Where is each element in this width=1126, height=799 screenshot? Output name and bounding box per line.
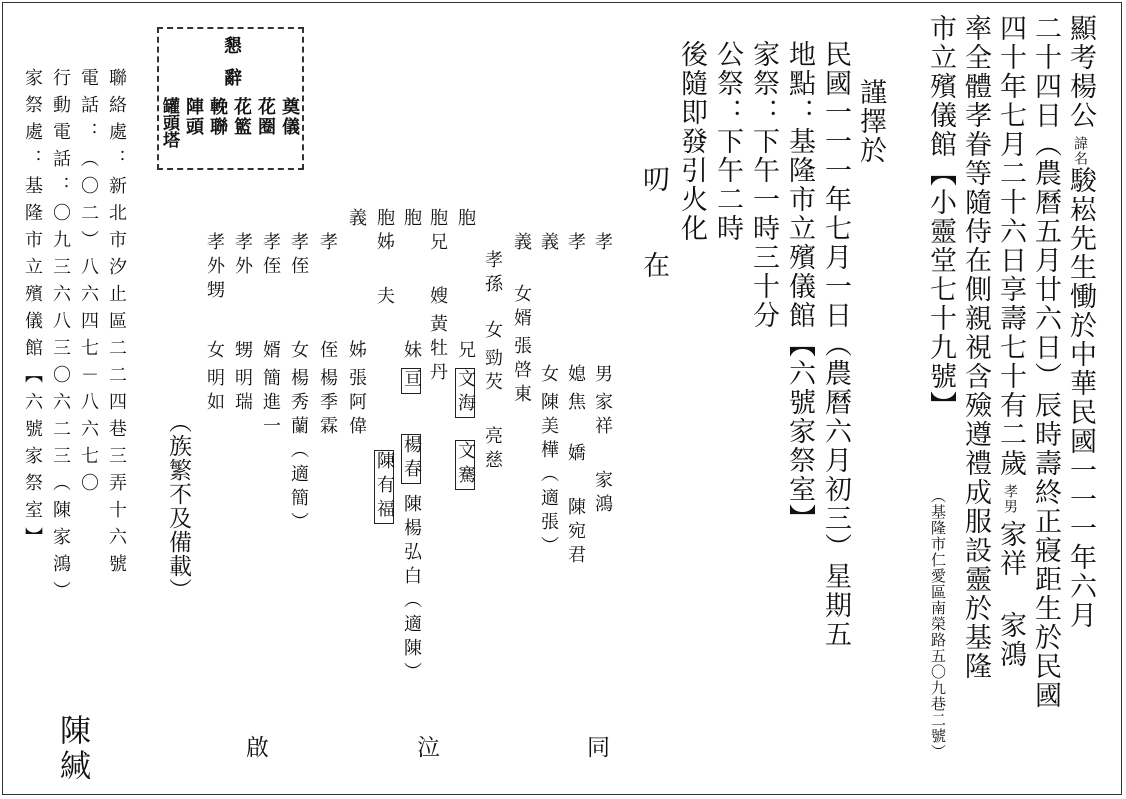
family-member: 孝男家祥家鴻 (592, 232, 613, 518)
notice-col-2: 二十四日（農曆五月廿六日）辰時壽終正寢距生於民國 (1030, 14, 1061, 710)
family-member: 胞兄文海文騫 (455, 208, 476, 489)
small-note: 孝男 (1002, 484, 1018, 514)
family-member: 孝侄楊季霖 (317, 232, 338, 440)
family-member: 義女婿張啓東 (511, 232, 532, 408)
notice-col-4: 率全體孝眷等隨侍在側親視含殮遵禮成服設靈於基隆 (960, 14, 991, 681)
declined-item: 奠儀 (279, 97, 300, 137)
notice-col-8: 地點：基隆市立殯儀館【六號家祭室】 (784, 40, 815, 533)
notice-col-9: 家祭：下午一時三十分 (748, 40, 779, 330)
declined-item: 罐頭塔 (159, 97, 179, 148)
family-member: 孝侄婿簡進一 (260, 232, 281, 440)
declined-item: 輓聯 (207, 97, 228, 137)
notice-col-1: 顯考楊公諱名駿崧先生慟於中華民國一一一年六月 (1065, 14, 1096, 630)
notice-col-12: 叨 在 (638, 165, 669, 292)
family-member: 孝媳焦 嬌陳宛君 (565, 232, 586, 569)
address-note: （基隆市仁愛區南榮路五〇九巷二號） (929, 488, 947, 760)
signoff-announce: 啟 (242, 735, 268, 759)
notice-col-3: 四十年七月二十六日享壽七十有二歲孝男家祥 家鴻 (995, 14, 1026, 669)
notice-col-5-address (930, 488, 945, 760)
family-member: 義女陳美樺（適張） (538, 232, 559, 560)
notice-col-5: 市立殯儀館【小靈堂七十九號】 (925, 14, 956, 420)
notice-col-10: 公祭：下午二時 (712, 40, 743, 243)
family-member: 胞妹亘楊春陳楊弘白（適陳） (401, 208, 422, 686)
contact-family-rite-place: 家祭處：基隆市立殯儀館【六號家祭室】 (22, 68, 43, 554)
signoff-same: 同 (583, 735, 609, 759)
declined-item: 花籃 (231, 97, 252, 137)
contact-mobile: 行動電話：〇九三六八三〇六二三（陳家鴻） (50, 68, 71, 608)
family-member: 胞姊夫陳有福 (374, 208, 395, 523)
declined-item: 陣頭 (183, 97, 204, 137)
family-member: 胞兄嫂黃牡丹 (427, 208, 448, 386)
contact-address: 聯絡處：新北市汐止區二二四巷三弄十六號 (106, 68, 127, 581)
signoff-weep: 泣 (413, 735, 439, 759)
family-member: 孝孫女勁芡亮慈 (482, 250, 503, 474)
family-member: 孝侄女楊秀蘭（適簡） (288, 232, 309, 536)
family-member: 義姊張阿偉 (346, 208, 367, 440)
family-member: 孝外甥女明如 (204, 232, 225, 416)
notice-col-6: 謹擇於 (855, 78, 886, 165)
family-member: 孝外甥明瑞 (232, 232, 253, 416)
declined-title: 懇辭 (221, 36, 242, 100)
family-note: （族繁不及備載） (165, 410, 191, 602)
small-note: 諱名 (1072, 136, 1088, 166)
notice-col-11: 後隨即發引火化 (676, 40, 707, 243)
declined-item: 花圈 (255, 97, 276, 137)
sealed-by: 陳緘 (54, 714, 90, 784)
notice-col-7: 民國一一一年七月一日（農曆六月初三）星期五 (820, 40, 851, 649)
contact-phone: 電話：（〇二）八六四七－八六七〇 (78, 68, 99, 500)
